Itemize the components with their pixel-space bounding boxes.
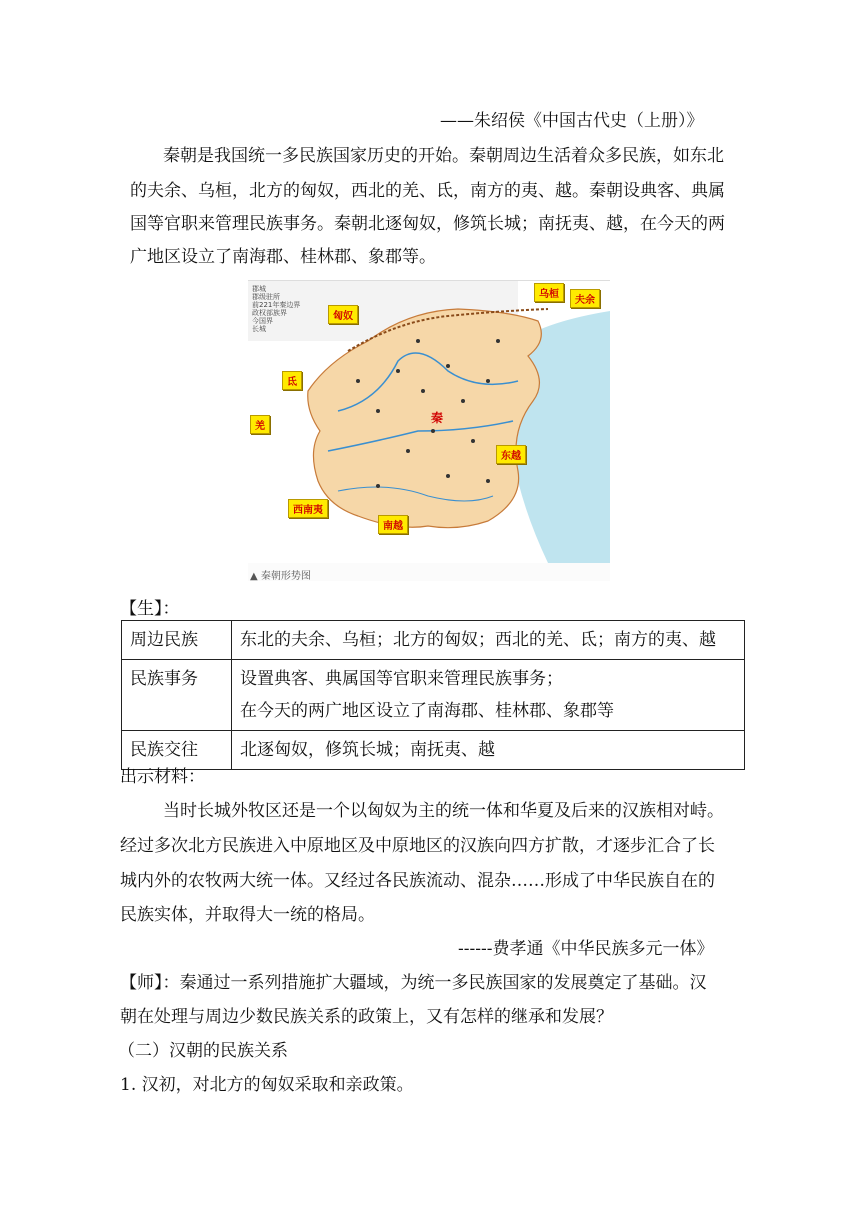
section-heading: （二）汉朝的民族关系	[118, 1041, 288, 1061]
quote-line: 当时长城外牧区还是一个以匈奴为主的统一体和华夏及后来的汉族相对峙。	[163, 801, 724, 821]
table-value-line: 设置典客、典属国等官职来管理民族事务；	[240, 669, 563, 689]
source-attribution-1: ——朱绍侯《中国古代史（上册）》	[440, 111, 704, 131]
quote-line: 民族实体，并取得大一统的格局。	[120, 905, 375, 925]
map-tag-qiang: 羌	[250, 415, 270, 434]
map-label-qin: 秦	[431, 411, 444, 425]
table-value-line: 东北的夫余、乌桓；北方的匈奴；西北的羌、氐；南方的夷、越	[240, 630, 716, 650]
legend-item: 郡级驻所	[252, 293, 280, 301]
paragraph-line: 秦朝是我国统一多民族国家历史的开始。秦朝周边生活着众多民族，如东北	[163, 146, 724, 166]
material-label: 出示材料：	[120, 767, 205, 787]
table-value	[232, 621, 745, 660]
legend-item: 政权部族界	[252, 309, 287, 317]
list-item: 1. 汉初，对北方的匈奴采取和亲政策。	[120, 1075, 414, 1095]
legend-item: 长城	[252, 325, 266, 333]
quote-line: 经过多次北方民族进入中原地区及中原地区的汉族向四方扩散，才逐步汇合了长	[120, 836, 715, 856]
qin-dynasty-map	[248, 280, 610, 581]
table-value-line: 北逐匈奴，修筑长城；南抚夷、越	[240, 740, 495, 760]
legend-item: 前221年秦边界	[252, 301, 301, 309]
map-legend	[252, 285, 322, 333]
table-value	[232, 731, 745, 770]
legend-item: 郡城	[252, 285, 266, 293]
map-tag-fuyu: 夫余	[570, 289, 600, 308]
table-value-line: 在今天的两广地区设立了南海郡、桂林郡、象郡等	[240, 701, 614, 721]
student-label: 【生】：	[120, 599, 180, 619]
map-tag-nanyue: 南越	[378, 515, 408, 534]
paragraph-line: 国等官职来管理民族事务。秦朝北逐匈奴，修筑长城；南抚夷、越，在今天的两	[130, 214, 725, 234]
table-row	[122, 660, 745, 731]
map-tag-wuhuan: 乌桓	[534, 283, 564, 302]
paragraph-line: 广地区设立了南海郡、桂林郡、象郡等。	[130, 247, 436, 267]
quote-line: 城内外的农牧两大统一体。又经过各民族流动、混杂……形成了中华民族自在的	[120, 871, 715, 891]
map-caption-text: 秦朝形势图	[260, 571, 311, 582]
source-attribution-2: ------费孝通《中华民族多元一体》	[458, 939, 714, 959]
map-tag-di: 氐	[282, 371, 302, 390]
map-tag-xiongnu: 匈奴	[328, 305, 358, 324]
table-row	[122, 621, 745, 660]
teacher-line: 【师】：秦通过一系列措施扩大疆域，为统一多民族国家的发展奠定了基础。汉	[120, 973, 707, 993]
table-key: 周边民族	[122, 621, 232, 660]
table-row	[122, 731, 745, 770]
map-caption: ▲ 秦朝形势图	[250, 571, 311, 582]
table-key: 民族事务	[122, 660, 232, 731]
map-tag-dongyue: 东越	[496, 445, 526, 464]
table-key: 民族交往	[122, 731, 232, 770]
summary-table	[121, 620, 745, 770]
paragraph-line: 的夫余、乌桓，北方的匈奴，西北的羌、氐，南方的夷、越。秦朝设典客、典属	[130, 181, 725, 201]
teacher-line: 朝在处理与周边少数民族关系的政策上，又有怎样的继承和发展？	[120, 1007, 613, 1027]
table-value	[232, 660, 745, 731]
map-tag-xinanyi: 西南夷	[288, 499, 328, 518]
legend-item: 今国界	[252, 317, 273, 325]
